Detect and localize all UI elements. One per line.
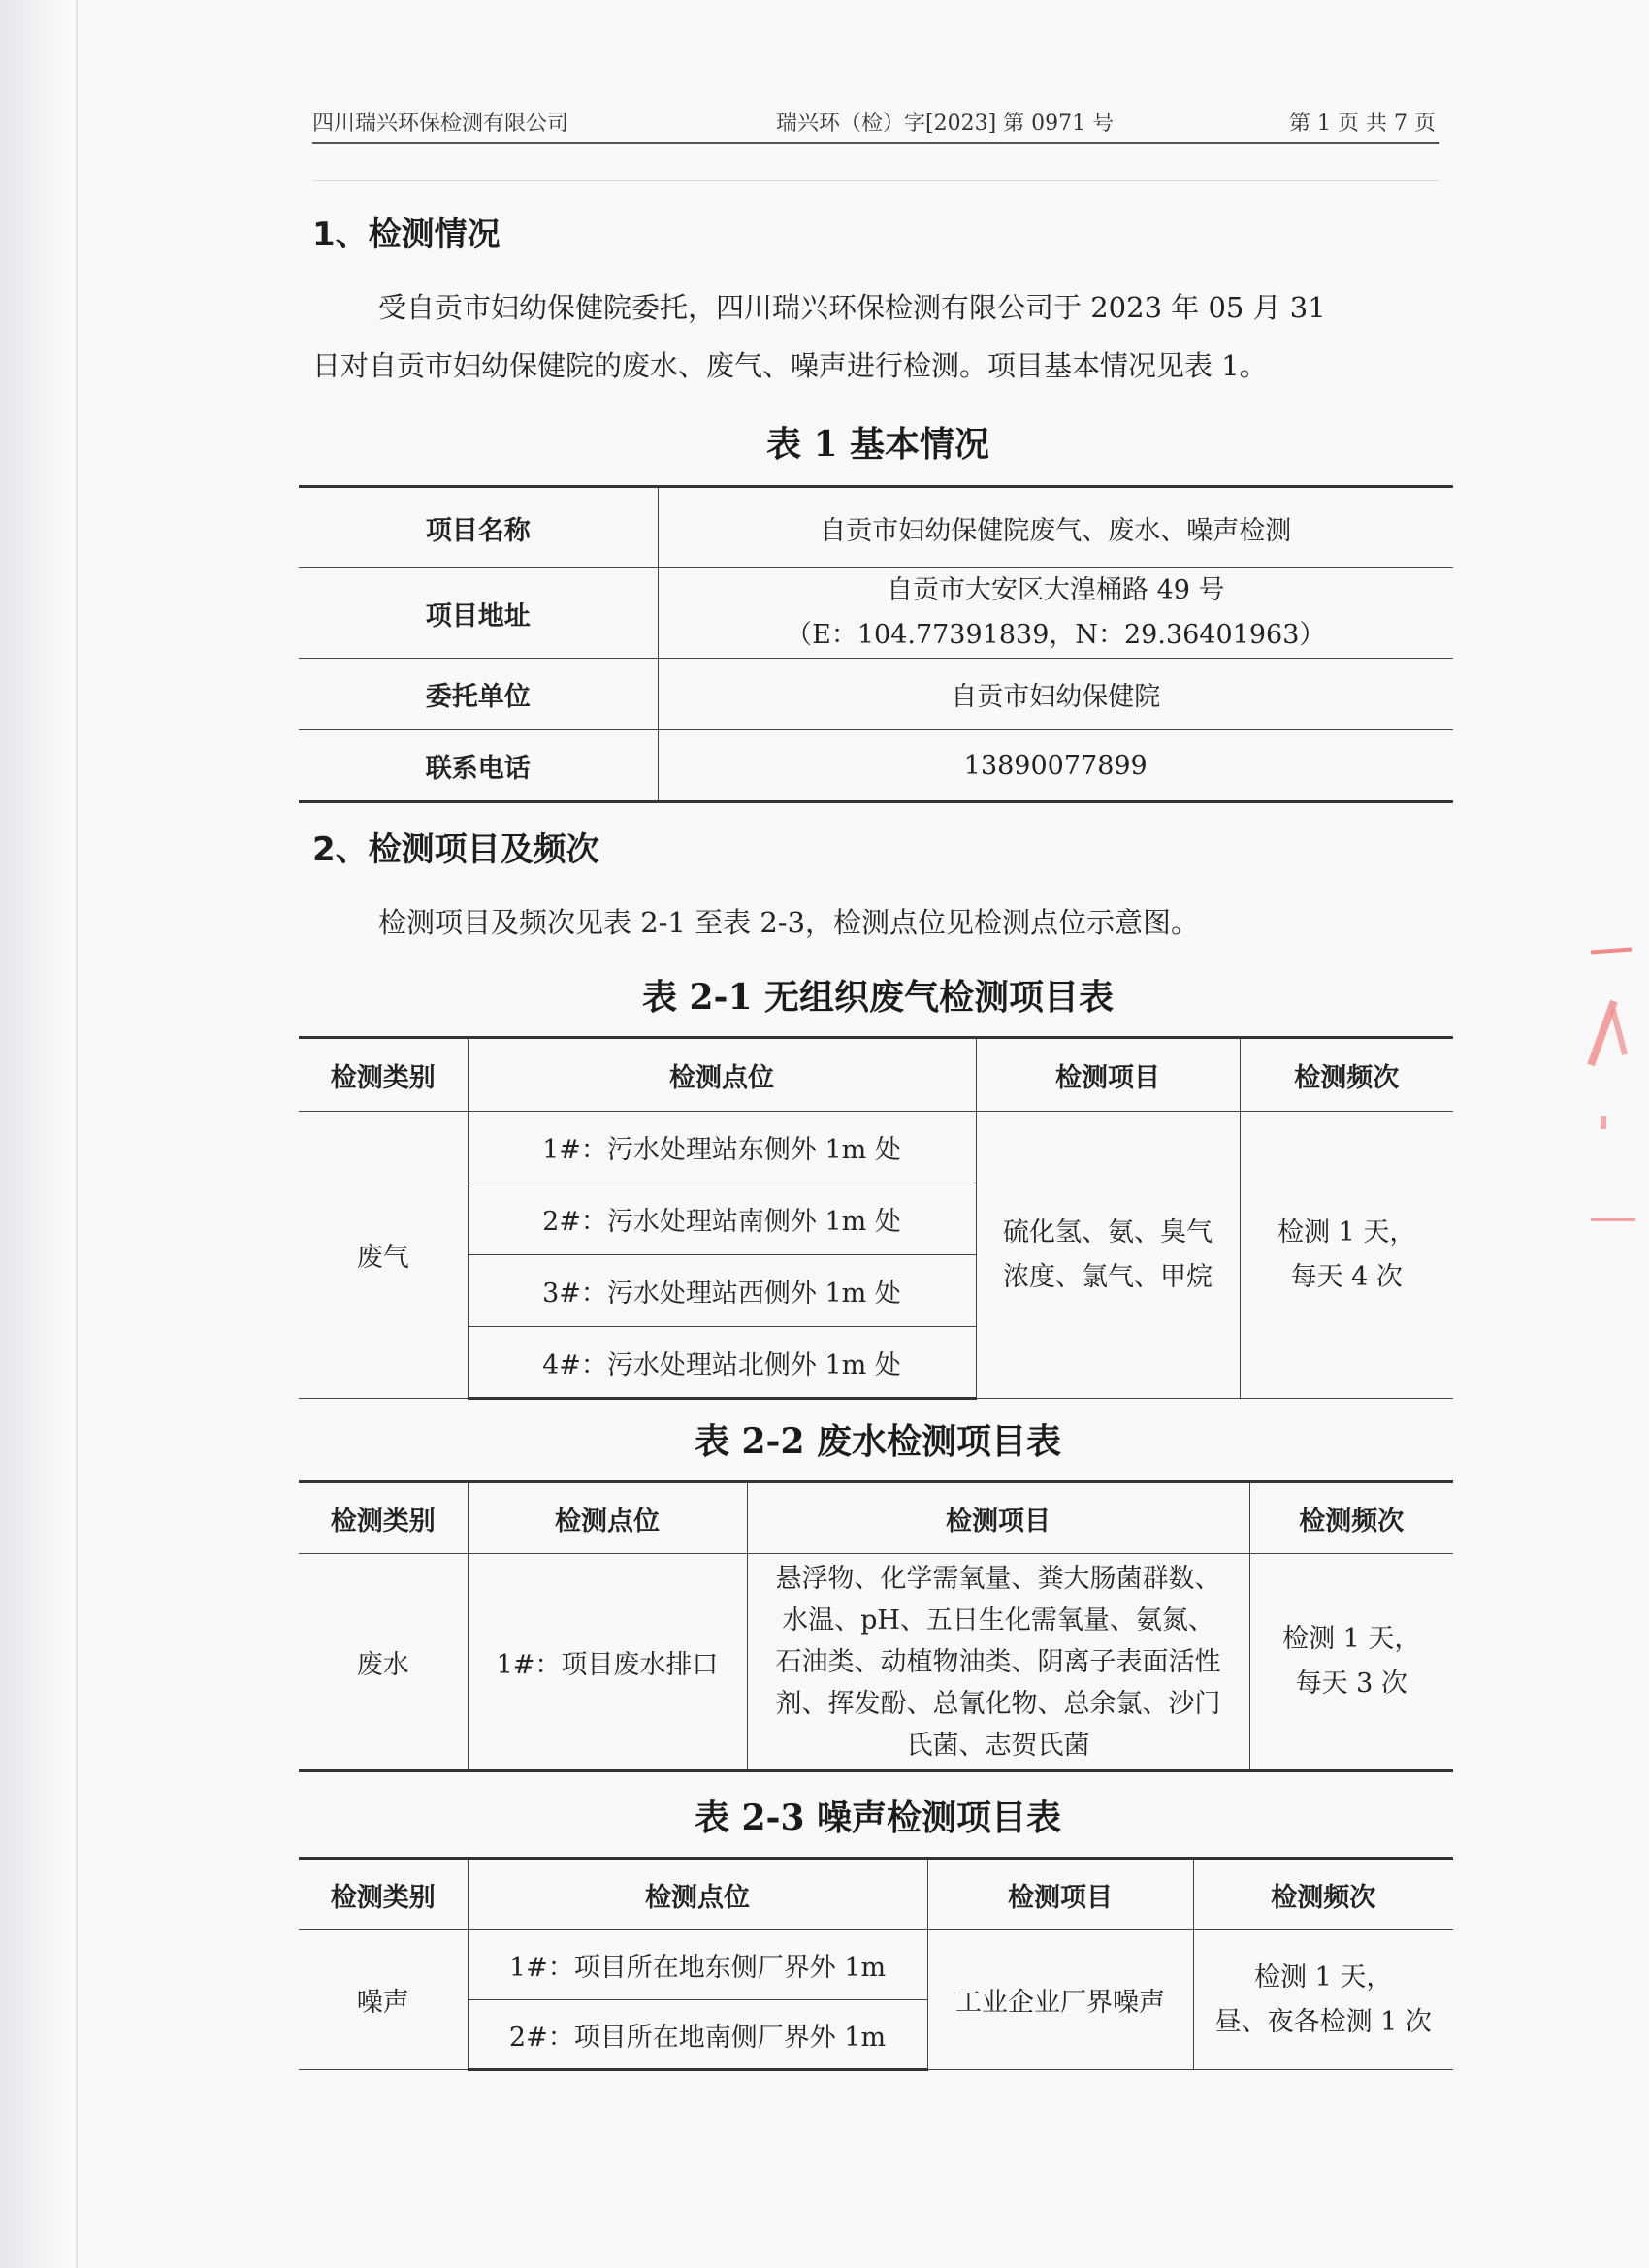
frequency-line: 检测 1 天， xyxy=(1282,1624,1421,1654)
table-row xyxy=(299,1554,1453,1771)
table-label-cell: 项目地址 xyxy=(299,568,658,659)
table-value-cell: 自贡市妇幼保健院 xyxy=(658,659,1453,730)
seal-fragment-right xyxy=(1610,1009,1628,1055)
items-line: 氏菌、志贺氏菌 xyxy=(906,1730,1090,1761)
column-header: 检测频次 xyxy=(1249,1482,1453,1554)
column-header: 检测类别 xyxy=(299,1859,468,1930)
page-number: 第 1 页 共 7 页 xyxy=(1289,112,1436,136)
point-cell: 3#：污水处理站西侧外 1m 处 xyxy=(468,1255,976,1327)
table-label-cell: 项目名称 xyxy=(299,487,658,568)
company-name: 四川瑞兴环保检测有限公司 xyxy=(312,112,569,136)
table-1-caption: 表 1 基本情况 xyxy=(765,424,990,465)
table-row xyxy=(299,730,1453,802)
items-line: 硫化氢、氨、臭气 xyxy=(1003,1216,1212,1247)
point-cell: 4#：污水处理站北侧外 1m 处 xyxy=(468,1327,976,1399)
section-2-paragraph: 检测项目及频次见表 2-1 至表 2-3，检测点位见检测点位示意图。 xyxy=(378,906,1200,939)
report-number: 瑞兴环（检）字[2023] 第 0971 号 xyxy=(776,112,1115,136)
items-line: 悬浮物、化学需氧量、粪大肠菌群数、 xyxy=(775,1563,1221,1594)
items-line: 剂、挥发酚、总氰化物、总余氯、沙门 xyxy=(775,1688,1221,1719)
point-cell: 1#：项目所在地东侧厂界外 1m xyxy=(468,1930,927,2000)
frequency-line: 昼、夜各检测 1 次 xyxy=(1214,2006,1432,2037)
point-cell: 1#：项目废水排口 xyxy=(468,1554,747,1771)
column-header: 检测类别 xyxy=(299,1038,468,1112)
items-cell: 工业企业厂界噪声 xyxy=(927,1930,1193,2070)
section-2-title: 2、检测项目及频次 xyxy=(312,830,599,869)
column-header: 检测频次 xyxy=(1240,1038,1453,1112)
table-2-1-caption: 表 2-1 无组织废气检测项目表 xyxy=(641,977,1115,1018)
table-header-row xyxy=(299,1482,1453,1554)
table-2-2-caption: 表 2-2 废水检测项目表 xyxy=(694,1421,1062,1462)
table-row xyxy=(299,1112,1453,1183)
table-row xyxy=(299,659,1453,730)
column-header: 检测类别 xyxy=(299,1482,468,1554)
page-header xyxy=(312,105,1439,144)
section-1-title: 1、检测情况 xyxy=(312,215,501,254)
items-line: 水温、pH、五日生化需氧量、氨氮、 xyxy=(782,1604,1214,1636)
table-row xyxy=(299,487,1453,568)
frequency-cell xyxy=(1240,1112,1453,1399)
seal-fragment-top xyxy=(1591,948,1632,955)
table-basic-info xyxy=(299,485,1453,803)
items-line: 浓度、氯气、甲烷 xyxy=(1003,1261,1212,1292)
column-header: 检测点位 xyxy=(468,1859,927,1930)
items-line: 石油类、动植物油类、阴离子表面活性 xyxy=(775,1646,1221,1677)
seal-fragment-dot xyxy=(1600,1116,1606,1129)
scan-edge-line xyxy=(76,0,78,2268)
table-label-cell: 委托单位 xyxy=(299,659,658,730)
category-cell: 废气 xyxy=(299,1112,468,1399)
point-cell: 1#：污水处理站东侧外 1m 处 xyxy=(468,1112,976,1183)
frequency-cell xyxy=(1193,1930,1453,2070)
column-header: 检测点位 xyxy=(468,1038,976,1112)
table-2-3-caption: 表 2-3 噪声检测项目表 xyxy=(694,1798,1062,1838)
table-value-cell: 自贡市妇幼保健院废气、废水、噪声检测 xyxy=(658,487,1453,568)
items-cell xyxy=(747,1554,1249,1771)
column-header: 检测项目 xyxy=(927,1859,1193,1930)
column-header: 检测频次 xyxy=(1193,1859,1453,1930)
column-header: 检测项目 xyxy=(747,1482,1249,1554)
table-header-row xyxy=(299,1038,1453,1112)
point-cell: 2#：污水处理站南侧外 1m 处 xyxy=(468,1183,976,1255)
section-1-paragraph-line2: 日对自贡市妇幼保健院的废水、废气、噪声进行检测。项目基本情况见表 1。 xyxy=(312,349,1268,382)
frequency-line: 检测 1 天， xyxy=(1277,1216,1416,1247)
table-waste-water xyxy=(299,1480,1453,1772)
table-row xyxy=(299,568,1453,659)
table-header-row xyxy=(299,1859,1453,1930)
column-header: 检测点位 xyxy=(468,1482,747,1554)
frequency-cell xyxy=(1249,1554,1453,1771)
point-cell: 2#：项目所在地南侧厂界外 1m xyxy=(468,2000,927,2070)
table-row xyxy=(299,1930,1453,2000)
header-shadow-line xyxy=(312,180,1439,181)
table-noise xyxy=(299,1857,1453,2071)
frequency-line: 检测 1 天， xyxy=(1254,1961,1393,1993)
scan-shadow xyxy=(0,0,68,2268)
address-line: 自贡市大安区大湟桶路 49 号 xyxy=(886,575,1225,605)
table-value-cell xyxy=(658,568,1453,659)
seal-fragment-bottom xyxy=(1591,1218,1635,1221)
frequency-line: 每天 4 次 xyxy=(1290,1261,1403,1292)
category-cell: 噪声 xyxy=(299,1930,468,2070)
table-value-cell: 13890077899 xyxy=(658,730,1453,802)
coordinates-line: （E：104.77391839，N：29.36401963） xyxy=(786,620,1326,650)
column-header: 检测项目 xyxy=(976,1038,1240,1112)
table-label-cell: 联系电话 xyxy=(299,730,658,802)
frequency-line: 每天 3 次 xyxy=(1295,1669,1407,1699)
category-cell: 废水 xyxy=(299,1554,468,1771)
items-cell xyxy=(976,1112,1240,1399)
table-waste-gas xyxy=(299,1036,1453,1400)
section-1-paragraph-line1: 受自贡市妇幼保健院委托，四川瑞兴环保检测有限公司于 2023 年 05 月 31 xyxy=(378,291,1326,324)
